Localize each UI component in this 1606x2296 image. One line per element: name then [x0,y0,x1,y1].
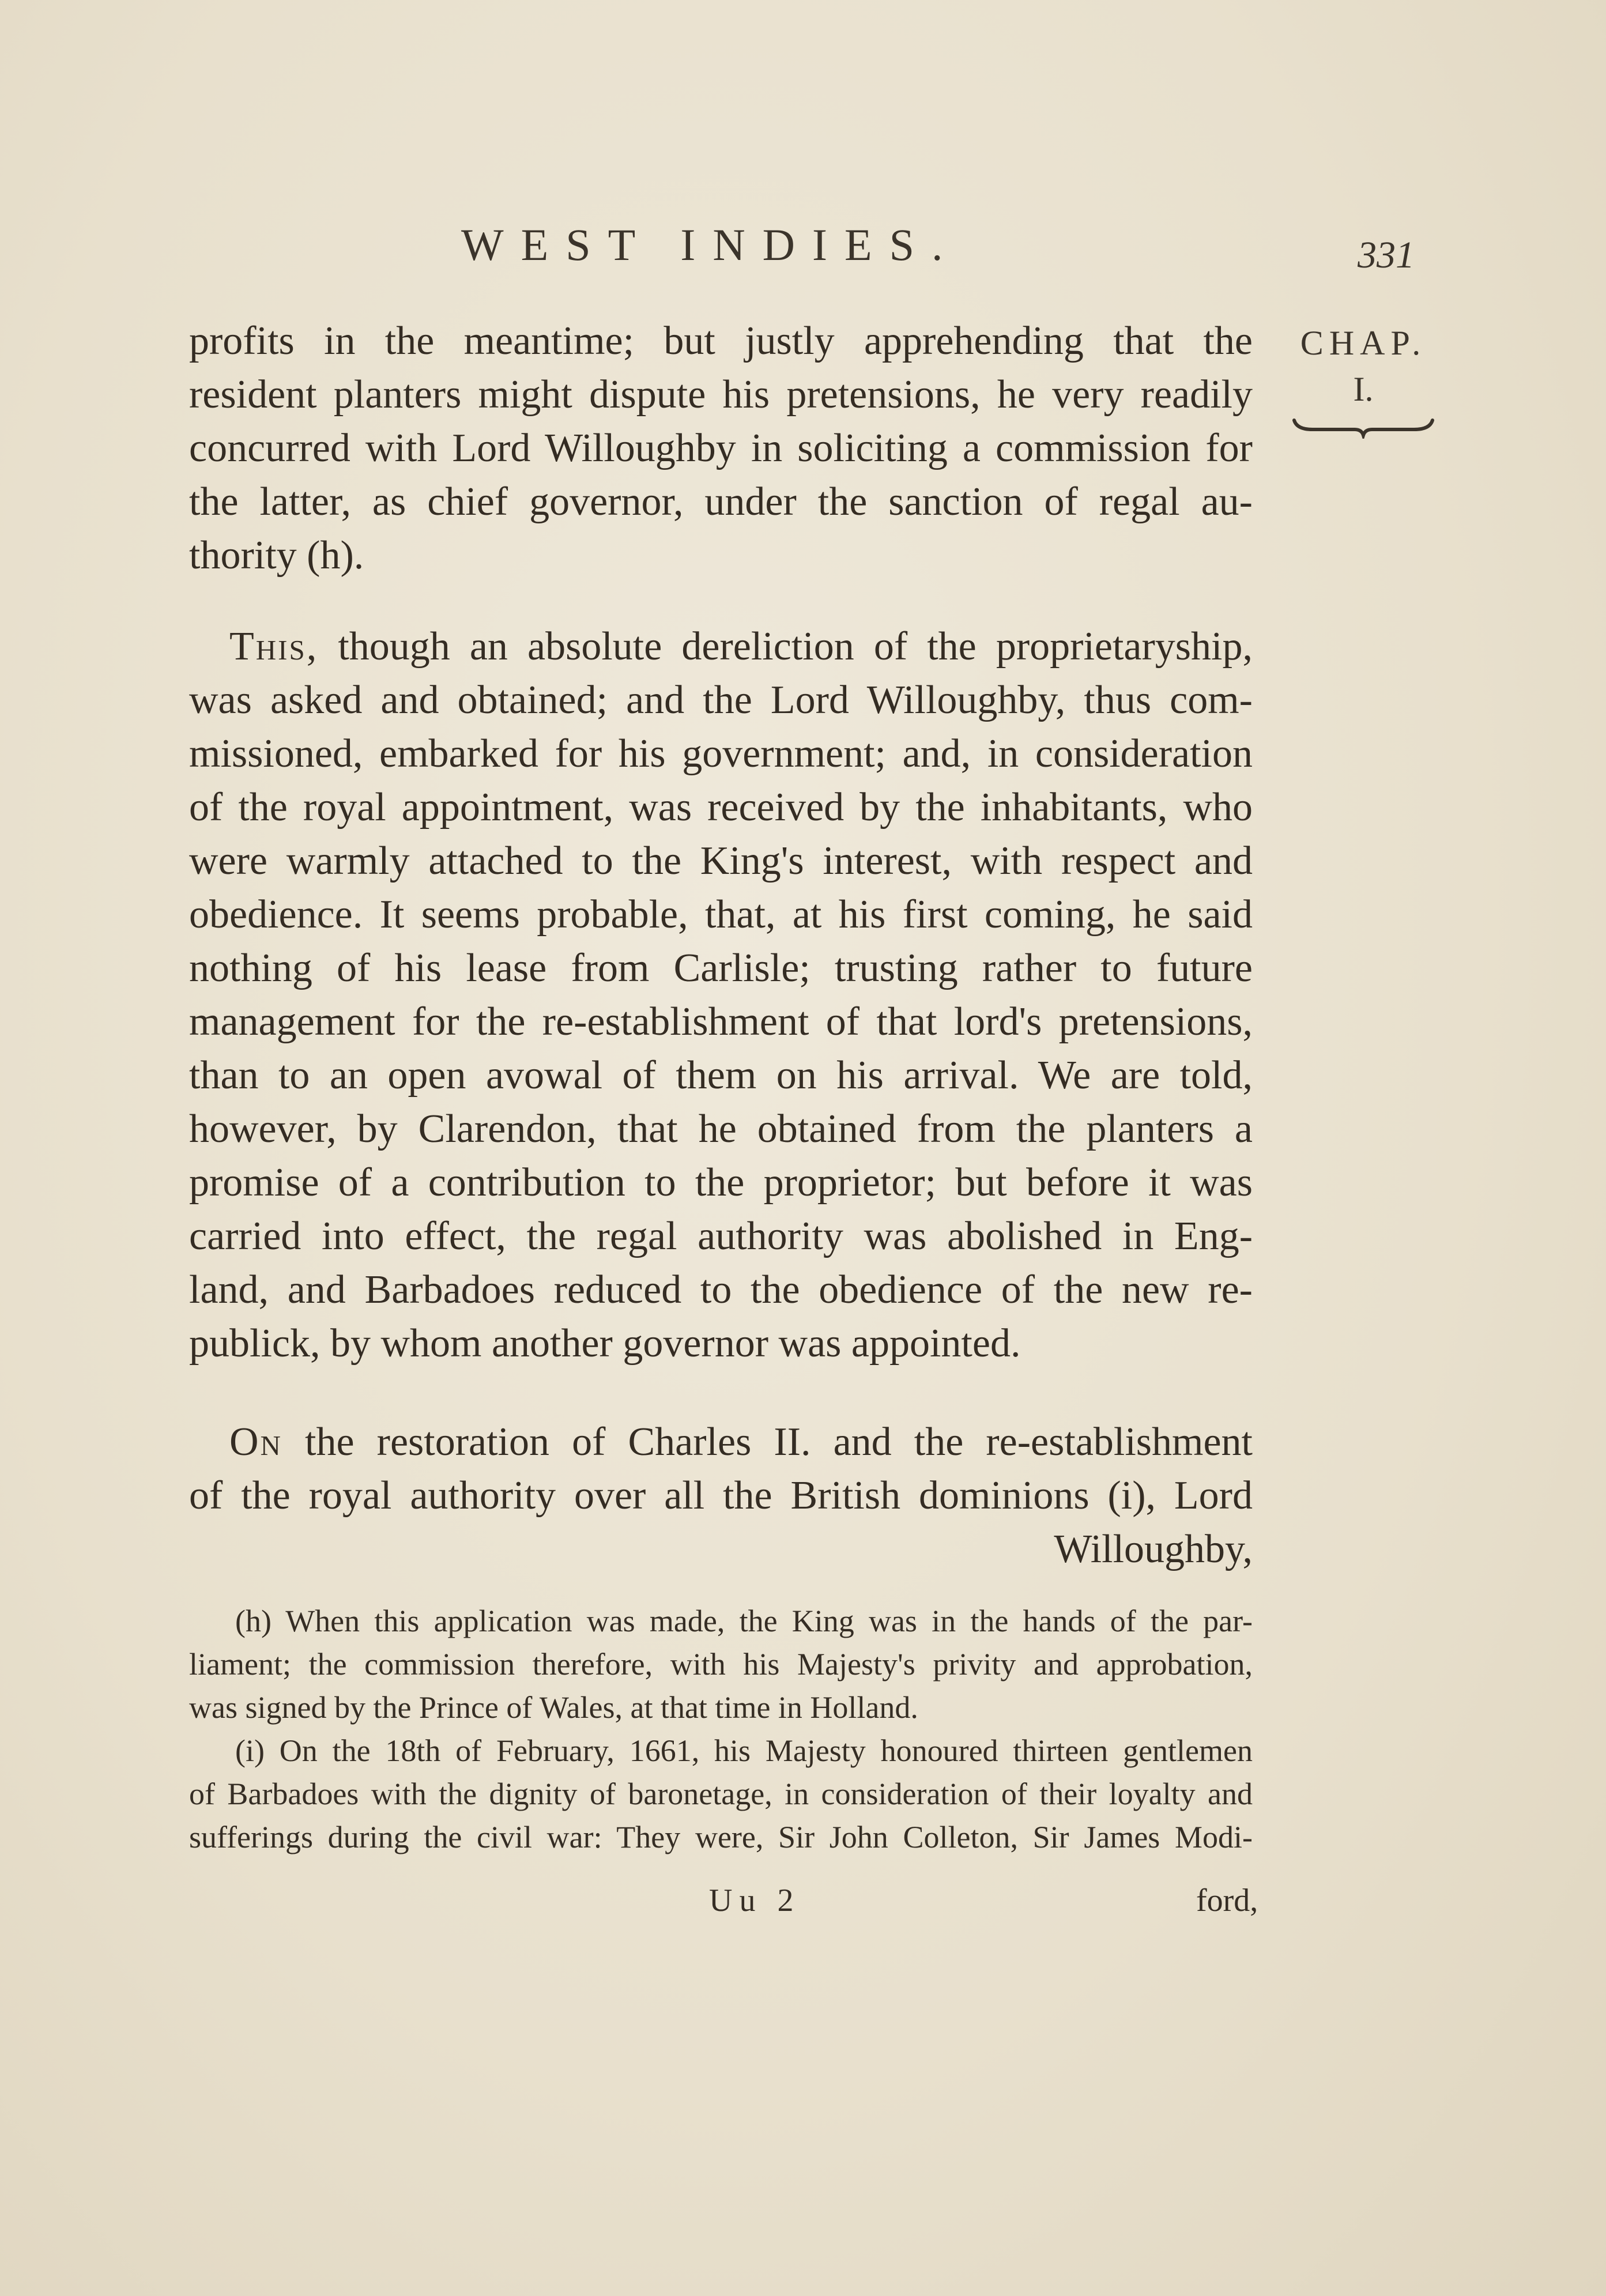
paragraph-2 [189,620,1253,1370]
text-line: concurred with Lord Willoughby in soliciting a commission for [189,426,1253,470]
text-line: the latter, as chief governor, under the sanction of regal au- [189,480,1253,524]
footnote-line: was signed by the Prince of Wales, at that time in Holland. [189,1690,918,1725]
text-line: nothing of his lease from Carlisle; trusting rather to future [189,946,1253,990]
brace-ornament [1291,416,1435,439]
text-line: of the royal authority over all the British dominions (i), Lord [189,1473,1253,1518]
paragraph-lead-word: On [229,1420,282,1464]
text-line: obedience. It seems probable, that, at his first coming, he said [189,892,1253,937]
text-line: however, by Clarendon, that he obtained from the planters a [189,1107,1253,1151]
paragraph-1 [189,314,1253,582]
text-line: Willoughby, [1054,1527,1253,1571]
chapter-number: I. [1353,370,1374,408]
text-line: was asked and obtained; and the Lord Willoughby, thus com- [189,678,1253,722]
catchword: ford, [1196,1883,1258,1918]
text-line: thority (h). [189,533,364,578]
text-line: resident planters might dispute his pretensions, he very readily [189,372,1253,417]
text-line: management for the re-establishment of that lord's pretensions, [189,1000,1253,1044]
footnote-line: (h) When this application was made, the King was in the hands of the par- [235,1604,1253,1638]
footnotes [189,1600,1253,1859]
footnote-line: (i) On the 18th of February, 1661, his Majesty honoured thirteen gentlemen [235,1733,1253,1768]
text-line: than to an open avowal of them on his arrival. We are told, [189,1053,1253,1098]
paragraph-lead-word: This, [229,624,319,669]
page-number: 331 [1358,234,1415,276]
footnote-line: sufferings during the civil war: They were, Sir John Colleton, Sir James Modi- [189,1820,1253,1854]
text-line: profits in the meantime; but justly apprehending that the [189,319,1253,363]
margin-note [1288,320,1438,439]
text-line: were warmly attached to the King's interest, with respect and [189,839,1253,883]
text-line: of the royal appointment, was received by the inhabitants, who [189,785,1253,830]
text-fragment: though an absolute dereliction of the proprietaryship, [318,624,1253,669]
text-line: carried into effect, the regal authority was abolished in Eng- [189,1214,1253,1258]
text-line: publick, by whom another governor was appointed. [189,1321,1021,1366]
text-line: missioned, embarked for his government; and, in consideration [189,732,1253,776]
footnote-line: liament; the commission therefore, with his Majesty's privity and approbation, [189,1647,1253,1682]
text-line [189,1415,1253,1469]
text-fragment: the restoration of Charles II. and the re-establishment [282,1420,1253,1464]
chapter-label: CHAP. [1300,324,1427,362]
text-line: land, and Barbadoes reduced to the obedience of the new re- [189,1268,1253,1312]
paragraph-3 [189,1415,1253,1576]
text-line [189,620,1253,673]
footnote-line: of Barbadoes with the dignity of baronetage, in consideration of their loyalty and [189,1777,1253,1811]
signature-mark: Uu 2 [709,1883,801,1918]
text-line: promise of a contribution to the proprietor; but before it was [189,1160,1253,1205]
running-head: WEST INDIES. [461,220,960,270]
